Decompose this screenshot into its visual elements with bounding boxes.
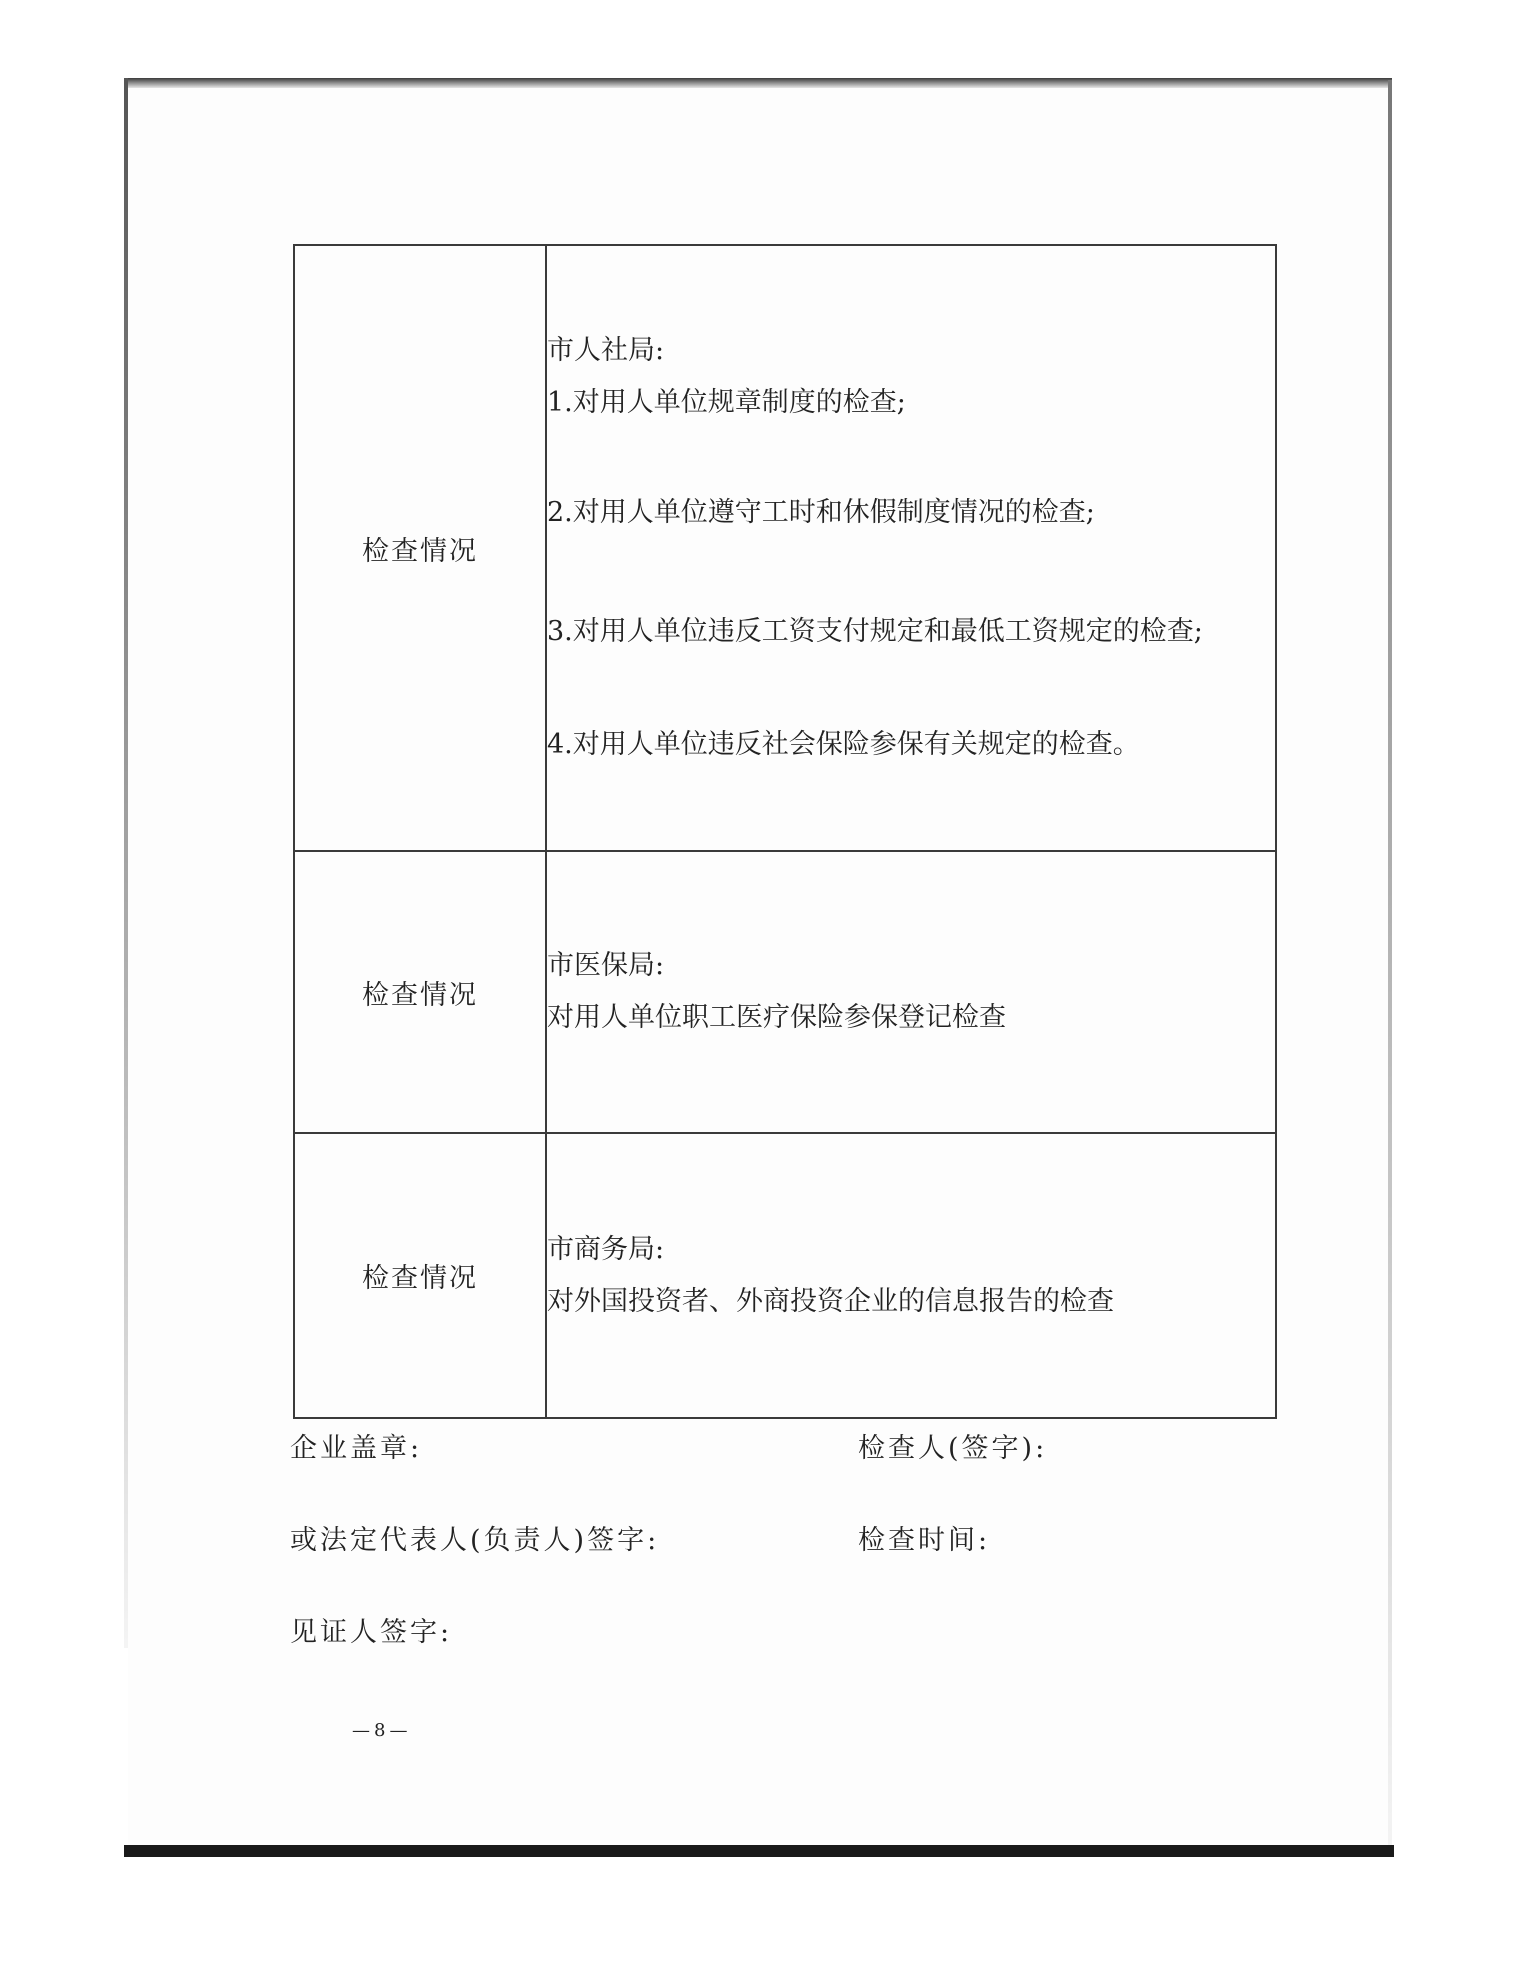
company-seal-label: 企业盖章:	[290, 1433, 423, 1464]
table-row-medical-insurance	[294, 851, 1276, 1133]
table-row-hrss	[294, 245, 1276, 851]
inspection-item: 4.对用人单位违反社会保险参保有关规定的检查。	[547, 729, 1140, 760]
inspection-item: 对用人单位职工医疗保险参保登记检查	[547, 1002, 1006, 1033]
witness-signature-label: 见证人签字:	[290, 1617, 453, 1648]
department-name: 市人社局:	[547, 335, 665, 366]
inspector-signature-label: 检查人(签字):	[858, 1433, 1048, 1464]
row-content	[546, 1133, 1276, 1418]
department-name: 市医保局:	[547, 950, 665, 981]
department-name: 市商务局:	[547, 1233, 665, 1265]
inspection-time-label: 检查时间:	[858, 1525, 991, 1556]
inspection-table	[293, 244, 1277, 1419]
inspection-item: 对外国投资者、外商投资企业的信息报告的检查	[547, 1285, 1114, 1317]
legal-rep-signature-label: 或法定代表人(负责人)签字:	[290, 1525, 660, 1556]
row-label: 检查情况	[294, 851, 546, 1133]
scan-edge-right	[1388, 80, 1392, 1850]
page-number: —8—	[352, 1720, 412, 1741]
scan-edge-bottom	[124, 1845, 1394, 1857]
inspection-item: 1.对用人单位规章制度的检查;	[547, 387, 906, 418]
scan-edge-top	[124, 78, 1392, 88]
inspection-item: 3.对用人单位违反工资支付规定和最低工资规定的检查;	[547, 616, 1203, 647]
row-label: 检查情况	[294, 245, 546, 851]
inspection-item: 2.对用人单位遵守工时和休假制度情况的检查;	[547, 497, 1095, 528]
row-label: 检查情况	[294, 1133, 546, 1418]
table-row-commerce	[294, 1133, 1276, 1418]
row-content	[546, 851, 1276, 1133]
row-content	[546, 245, 1276, 851]
